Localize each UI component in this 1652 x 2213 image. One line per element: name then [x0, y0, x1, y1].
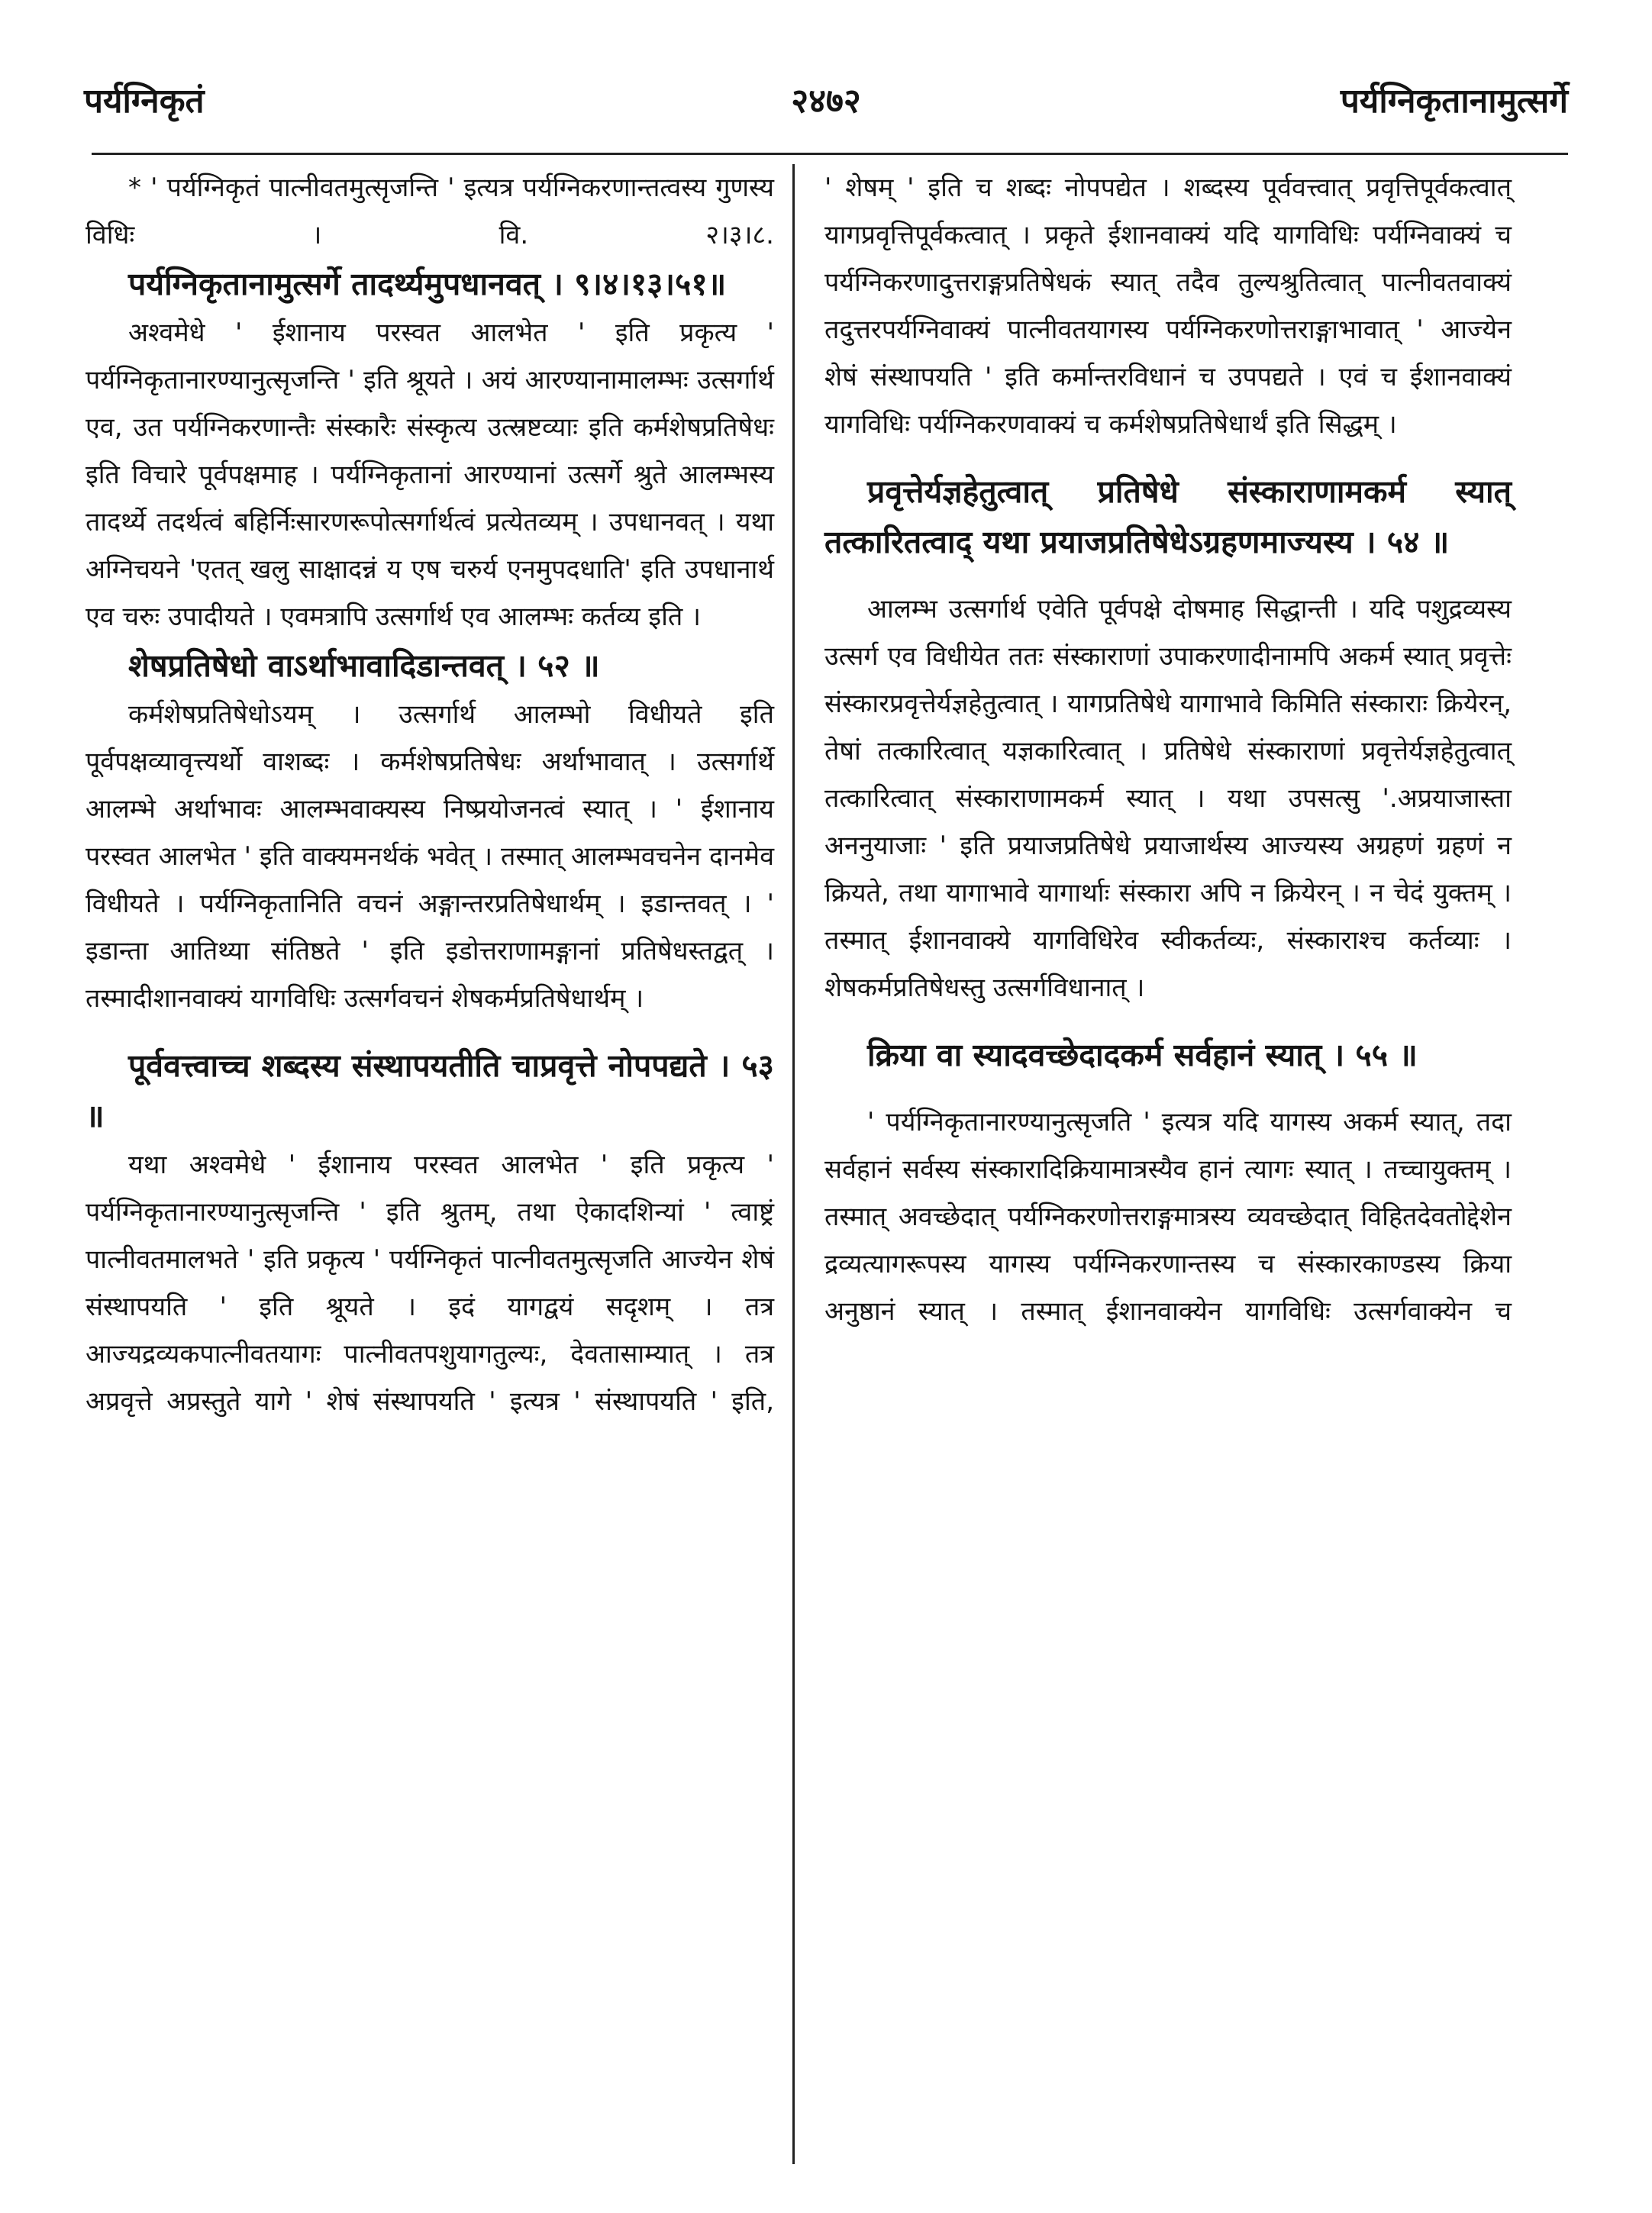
spacer	[824, 567, 1512, 586]
header-left-title: पर्यग्निकृतं	[84, 82, 205, 121]
spacer	[86, 1022, 774, 1040]
commentary-paragraph: ' शेषम् ' इति च शब्दः नोपपद्येत । शब्दस्य पूर्ववत्त्वात् प्रवृत्तिपूर्वकत्वात् यागप्रवृत्तिपूर्वकत्वात् । प्रकृते ईशानवाक्यं यदि यागविधिः पर्यग्निवाक्यं च पर्यग्निकरणादुत्तराङ्गप्रतिषेधकं स्यात् तदैव तुल्यश्रुतित्वात् पात्नीवतवाक्यं तदुत्तरपर्यग्निवाक्यं पात्नीवतयागस्य पर्यग्निकरणोत्तराङ्गाभावात् ' आज्येन शेषं संस्थापयति ' इति कर्मान्तरविधानं च उपपद्यते । एवं च ईशानवाक्यं यागविधिः पर्यग्निकरणवाक्यं च कर्मशेषप्रतिषेधार्थं इति सिद्धम् ।	[824, 173, 1512, 440]
left-column	[86, 164, 774, 1425]
header-rule	[92, 153, 1568, 155]
right-column	[824, 164, 1512, 1335]
running-header	[84, 76, 1568, 130]
sutra-heading: पूर्ववत्त्वाच्च शब्दस्य संस्थापयतीति चाप्रवृत्ते नोपपद्यते । ५३ ॥	[86, 1047, 774, 1134]
sutra-heading: प्रवृत्तेर्यज्ञहेतुत्वात् प्रतिषेधे संस्काराणामकर्म स्यात् तत्कारितत्वाद् यथा प्रयाजप्रतिषेधेऽग्रहणमाज्यस्य । ५४ ॥	[824, 473, 1512, 560]
commentary-paragraph: कर्मशेषप्रतिषेधोऽयम् । उत्सर्गार्थ आलम्भो विधीयते इति पूर्वपक्षव्यावृत्त्यर्थो वाशब्दः । कर्मशेषप्रतिषेधः अर्थाभावात् । उत्सर्गार्थे आलम्भे अर्थाभावः आलम्भवाक्यस्य निष्प्रयोजनत्वं स्यात् । ' ईशानाय परस्वत आलभेत ' इति वाक्यमनर्थकं भवेत् । तस्मात् आलम्भवचनेन दानमेव विधीयते । पर्यग्निकृतानिति वचनं अङ्गान्तरप्रतिषेधार्थम् । इडान्तवत् । ' इडान्ता आतिथ्या संतिष्ठते ' इति इडोत्तराणामङ्गानां प्रतिषेधस्तद्वत् । तस्मादीशानवाक्यं यागविधिः उत्सर्गवचनं शेषकर्मप्रतिषेधार्थम् ।	[86, 699, 774, 1014]
spacer	[824, 1011, 1512, 1030]
sutra-heading: पर्यग्निकृतानामुत्सर्गे तादर्थ्यमुपधानवत् । ९।४।१३।५१॥	[128, 266, 727, 302]
spacer	[824, 448, 1512, 466]
sutra-heading: शेषप्रतिषेधो वाऽर्थाभावादिडान्तवत् । ५२ ॥	[128, 647, 600, 684]
header-right-title: पर्यग्निकृतानामुत्सर्गे	[1340, 82, 1568, 121]
page-number: २४७२	[791, 82, 861, 121]
spacer	[824, 1080, 1512, 1098]
commentary-paragraph: अश्वमेधे ' ईशानाय परस्वत आलभेत ' इति प्रकृत्य ' पर्यग्निकृतानारण्यानुत्सृजन्ति ' इति श्रूयते । अयं आरण्यानामालम्भः उत्सर्गार्थ एव, उत पर्यग्निकरणान्तैः संस्कारैः संस्कृत्य उत्स्रष्टव्याः इति कर्मशेषप्रतिषेधः इति विचारे पूर्वपक्षमाह । पर्यग्निकृतानां आरण्यानां उत्सर्गे श्रुते आलम्भस्य तादर्थ्ये तदर्थत्वं बहिर्निःसारणरूपोत्सर्गार्थत्वं प्रत्येतव्यम् । उपधानवत् । यथा अग्निचयने 'एतत् खलु साक्षादन्नं य एष चरुर्य एनमुपदधाति' इति उपधानार्थ एव चरुः उपादीयते । एवमत्रापि उत्सर्गार्थ एव आलम्भः कर्तव्य इति ।	[86, 318, 774, 632]
sutra-heading: क्रिया वा स्यादवच्छेदादकर्म सर्वहानं स्यात् । ५५ ॥	[867, 1037, 1418, 1073]
commentary-paragraph: यथा अश्वमेधे ' ईशानाय परस्वत आलभेत ' इति प्रकृत्य ' पर्यग्निकृतानारण्यानुत्सृजन्ति ' इति श्रुतम्, तथा ऐकादशिन्यां ' त्वाष्ट्रं पात्नीवतमालभते ' इति प्रकृत्य ' पर्यग्निकृतं पात्नीवतमुत्सृजति आज्येन शेषं संस्थापयति ' इति श्रूयते । इदं यागद्वयं सदृशम् । तत्र आज्यद्रव्यकपात्नीवतयागः पात्नीवतपशुयागतुल्यः, देवतासाम्यात् । तत्र अप्रवृत्ते अप्रस्तुते यागे ' शेषं संस्थापयति ' इत्यत्र ' संस्थापयति ' इति,	[86, 1150, 774, 1417]
commentary-paragraph: ' पर्यग्निकृतानारण्यानुत्सृजति ' इत्यत्र यदि यागस्य अकर्म स्यात्, तदा सर्वहानं सर्वस्य संस्कारादिक्रियामात्रस्यैव हानं त्यागः स्यात् । तच्चायुक्तम् । तस्मात् अवच्छेदात् पर्यग्निकरणोत्तराङ्गमात्रस्य व्यवच्छेदात् विहितदेवतोद्देशेन द्रव्यत्यागरूपस्य यागस्य पर्यग्निकरणान्तस्य च संस्कारकाण्डस्य क्रिया अनुष्ठानं स्यात् । तस्मात् ईशानवाक्येन यागविधिः उत्सर्गवाक्येन च	[824, 1107, 1512, 1327]
footnote-text: * ' पर्यग्निकृतं पात्नीवतमुत्सृजन्ति ' इत्यत्र पर्यग्निकरणान्तत्वस्य गुणस्य विधिः । वि. २।३।८.	[86, 173, 774, 250]
column-divider	[792, 164, 795, 2164]
commentary-paragraph: आलम्भ उत्सर्गार्थ एवेति पूर्वपक्षे दोषमाह सिद्धान्ती । यदि पशुद्रव्यस्य उत्सर्ग एव विधीयेत ततः संस्काराणां उपाकरणादीनामपि अकर्म स्यात् प्रवृत्तेः संस्कारप्रवृत्तेर्यज्ञहेतुत्वात् । यागप्रतिषेधे यागाभावे किमिति संस्काराः क्रियेरन्, तेषां तत्कारित्वात् यज्ञकारित्वात् । प्रतिषेधे संस्काराणां प्रवृत्तेर्यज्ञहेतुत्वात् तत्कारित्वात् संस्काराणामकर्म स्यात् । यथा उपसत्सु '.अप्रयाजास्ता अननुयाजाः ' इति प्रयाजप्रतिषेधे प्रयाजार्थस्य आज्यस्य अग्रहणं ग्रहणं न क्रियते, तथा यागाभावे यागार्थाः संस्कारा अपि न क्रियेरन् । न चेदं युक्तम् । तस्मात् ईशानवाक्ये यागविधिरेव स्वीकर्तव्यः, संस्काराश्च कर्तव्याः । शेषकर्मप्रतिषेधस्तु उत्सर्गविधानात् ।	[824, 594, 1512, 1003]
